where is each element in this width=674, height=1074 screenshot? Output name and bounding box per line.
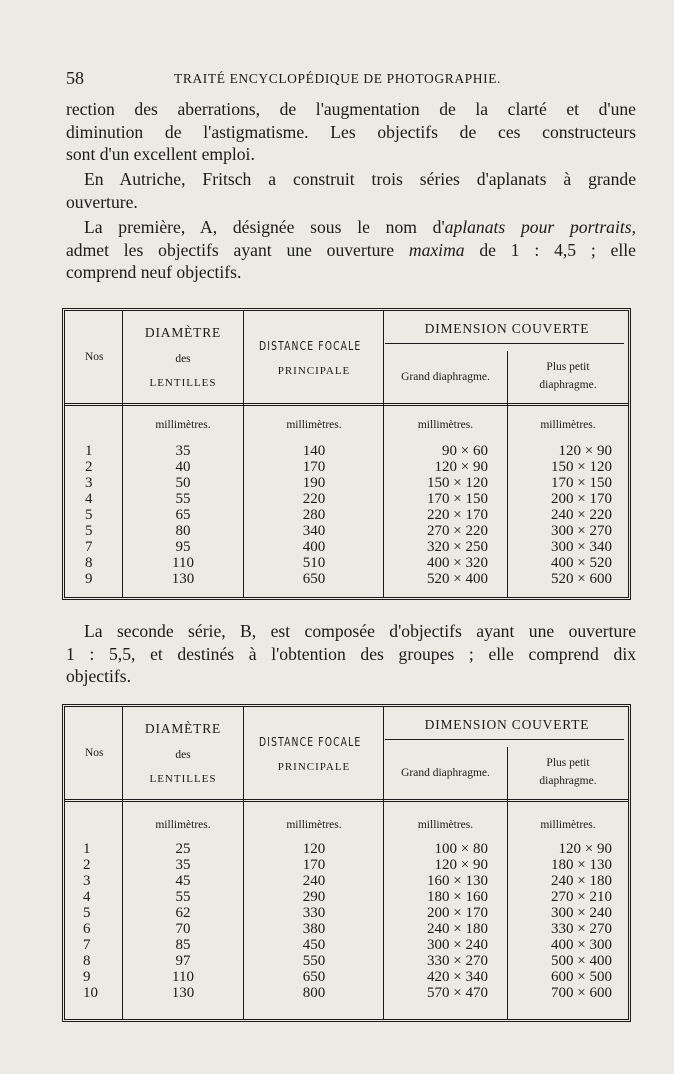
text-line: En Autriche, Fritsch a construit trois séries d'aplanats à grande <box>84 169 636 189</box>
text-run: admet les objectifs ayant une ouverture <box>66 239 409 260</box>
cell-focal-length: 550 <box>302 953 326 969</box>
text-line: comprend neuf objectifs. <box>66 262 242 282</box>
column-plus-petit-diaphragme <box>508 443 612 587</box>
cell-diameter: 50 <box>175 475 191 491</box>
cell-diameter: 40 <box>175 459 191 475</box>
cell-no: 8 <box>85 555 93 571</box>
cell-focal-length: 800 <box>302 985 326 1001</box>
cell-no: 4 <box>85 491 93 507</box>
column-focal-lengths <box>244 841 384 1001</box>
header-dimension-couverte: DIMENSION COUVERTE <box>424 321 590 336</box>
cell-focal-length: 140 <box>302 443 326 459</box>
cell-diameter: 80 <box>175 523 191 539</box>
header-diaphragme: diaphragme. <box>539 775 597 787</box>
text-line: objectifs. <box>66 666 131 686</box>
cell-no: 1 <box>83 841 91 857</box>
cell-focal-length: 190 <box>302 475 326 491</box>
unit-label: millimètres. <box>286 819 342 831</box>
header-diaphragme: diaphragme. <box>539 379 597 391</box>
cell-focal-length: 290 <box>302 889 326 905</box>
cell-diameter: 95 <box>175 539 191 555</box>
header-dimension-couverte: DIMENSION COUVERTE <box>424 717 590 732</box>
cell-diameter: 55 <box>175 491 191 507</box>
header-rule <box>65 799 628 802</box>
text-line <box>66 239 636 262</box>
text-line: diminution de l'astigmatisme. Les objectifs de ces constructeurs <box>66 121 636 142</box>
header-nos: Nos <box>85 351 104 363</box>
table-series-b <box>62 704 631 1022</box>
text-line: rection des aberrations, de l'augmentation de la clarté et d'une <box>66 99 636 119</box>
cell-focal-length: 650 <box>302 571 326 587</box>
cell-petit: 400 × 300 <box>551 937 612 953</box>
cell-petit: 300 × 340 <box>551 539 612 555</box>
cell-focal-length: 120 <box>302 841 326 857</box>
dimension-rule <box>385 343 624 344</box>
text-line: sont d'un excellent emploi. <box>66 144 255 164</box>
header-rule <box>65 403 628 406</box>
cell-petit: 240 × 180 <box>551 873 612 889</box>
cell-grand: 120 × 90 <box>434 857 488 873</box>
header-grand-diaphragme: Grand diaphragme. <box>401 371 490 383</box>
cell-focal-length: 170 <box>302 459 326 475</box>
cell-petit: 240 × 220 <box>551 507 612 523</box>
header-lentilles: LENTILLES <box>149 377 217 389</box>
cell-petit: 300 × 270 <box>551 523 612 539</box>
cell-grand: 400 × 320 <box>427 555 488 571</box>
cell-grand: 200 × 170 <box>427 905 488 921</box>
cell-diameter: 35 <box>175 443 191 459</box>
cell-diameter: 110 <box>172 555 194 571</box>
cell-diameter: 130 <box>171 571 195 587</box>
header-principale: PRINCIPALE <box>277 761 351 773</box>
cell-no: 5 <box>85 507 93 523</box>
column-diameters <box>123 443 243 587</box>
cell-focal-length: 330 <box>302 905 326 921</box>
cell-diameter: 62 <box>175 905 191 921</box>
cell-petit: 150 × 120 <box>551 459 612 475</box>
italic-text: aplanats pour portraits, <box>444 217 636 237</box>
cell-diameter: 130 <box>171 985 195 1001</box>
cell-petit: 270 × 210 <box>551 889 612 905</box>
cell-grand: 160 × 130 <box>427 873 488 889</box>
cell-grand: 320 × 250 <box>427 539 488 555</box>
table-series-a <box>62 308 631 600</box>
cell-petit: 520 × 600 <box>551 571 612 587</box>
header-lentilles: LENTILLES <box>149 773 217 785</box>
cell-grand: 220 × 170 <box>427 507 488 523</box>
cell-no: 3 <box>83 873 91 889</box>
column-plus-petit-diaphragme <box>508 841 612 1001</box>
cell-petit: 700 × 600 <box>551 985 612 1001</box>
cell-focal-length: 380 <box>302 921 326 937</box>
cell-focal-length: 240 <box>302 873 326 889</box>
unit-label: millimètres. <box>540 819 596 831</box>
paragraph-series-a <box>66 216 636 284</box>
header-diametre: DIAMÈTRE <box>144 721 222 736</box>
cell-grand: 520 × 400 <box>427 571 488 587</box>
cell-no: 7 <box>83 937 91 953</box>
column-focal-lengths <box>244 443 384 587</box>
cell-petit: 200 × 170 <box>551 491 612 507</box>
paragraph-austria <box>66 168 636 213</box>
cell-focal-length: 340 <box>302 523 326 539</box>
column-grand-diaphragme <box>384 841 488 1001</box>
cell-focal-length: 170 <box>302 857 326 873</box>
header-plus-petit: Plus petit <box>546 757 590 769</box>
paragraph-intro <box>66 98 636 166</box>
column-nos <box>85 443 105 587</box>
cell-grand: 330 × 270 <box>427 953 488 969</box>
column-nos <box>83 841 107 1001</box>
italic-text: maxima <box>408 239 465 260</box>
cell-diameter: 45 <box>175 873 191 889</box>
text-run: de 1 : 4,5 ; elle <box>464 239 636 260</box>
cell-focal-length: 510 <box>302 555 326 571</box>
cell-no: 9 <box>85 571 93 587</box>
unit-label: millimètres. <box>417 819 474 831</box>
cell-no: 10 <box>83 985 98 1001</box>
cell-grand: 180 × 160 <box>427 889 488 905</box>
text-line: ouverture. <box>66 191 138 212</box>
text-run: La première, A, désignée sous le nom d' <box>84 217 445 237</box>
cell-no: 8 <box>83 953 91 969</box>
text-line <box>66 216 636 239</box>
page-number: 58 <box>66 68 84 88</box>
column-grand-diaphragme <box>384 443 488 587</box>
unit-label: millimètres. <box>417 419 474 431</box>
paragraph-series-b <box>66 620 636 688</box>
cell-focal-length: 400 <box>302 539 326 555</box>
header-distance-focale: DISTANCE FOCALE <box>259 338 362 353</box>
cell-diameter: 35 <box>175 857 191 873</box>
cell-grand: 150 × 120 <box>427 475 488 491</box>
cell-grand: 300 × 240 <box>427 937 488 953</box>
unit-label: millimètres. <box>540 419 596 431</box>
cell-no: 2 <box>85 459 93 475</box>
cell-grand: 100 × 80 <box>434 841 488 857</box>
cell-grand: 420 × 340 <box>427 969 488 985</box>
cell-petit: 600 × 500 <box>551 969 612 985</box>
cell-focal-length: 220 <box>302 491 326 507</box>
text-line: 1 : 5,5, et destinés à l'obtention des groupes ; elle comprend dix <box>66 643 636 664</box>
cell-petit: 180 × 130 <box>551 857 612 873</box>
header-des: des <box>175 749 191 761</box>
cell-petit: 120 × 90 <box>558 841 612 857</box>
cell-petit: 400 × 520 <box>551 555 612 571</box>
cell-diameter: 110 <box>172 969 194 985</box>
cell-petit: 300 × 240 <box>551 905 612 921</box>
cell-diameter: 70 <box>175 921 191 937</box>
cell-grand: 90 × 60 <box>442 443 488 459</box>
cell-diameter: 97 <box>175 953 191 969</box>
text-line: La seconde série, B, est composée d'objectifs ayant une ouverture <box>84 621 636 641</box>
cell-diameter: 65 <box>175 507 191 523</box>
cell-no: 9 <box>83 969 91 985</box>
unit-label: millimètres. <box>155 419 211 431</box>
page-header <box>66 68 638 90</box>
dimension-rule <box>385 739 624 740</box>
header-distance-focale: DISTANCE FOCALE <box>259 734 362 749</box>
header-nos: Nos <box>85 747 104 759</box>
cell-petit: 170 × 150 <box>551 475 612 491</box>
header-diametre: DIAMÈTRE <box>144 325 222 340</box>
cell-petit: 120 × 90 <box>558 443 612 459</box>
running-title: TRAITÉ ENCYCLOPÉDIQUE DE PHOTOGRAPHIE. <box>174 71 502 86</box>
cell-no: 4 <box>83 889 91 905</box>
cell-grand: 270 × 220 <box>427 523 488 539</box>
cell-no: 6 <box>83 921 91 937</box>
cell-no: 5 <box>83 905 91 921</box>
header-grand-diaphragme: Grand diaphragme. <box>401 767 490 779</box>
header-principale: PRINCIPALE <box>277 365 351 377</box>
cell-diameter: 25 <box>175 841 191 857</box>
cell-grand: 570 × 470 <box>427 985 488 1001</box>
cell-petit: 330 × 270 <box>551 921 612 937</box>
unit-label: millimètres. <box>286 419 342 431</box>
unit-label: millimètres. <box>155 819 211 831</box>
header-des: des <box>175 353 191 365</box>
cell-focal-length: 450 <box>302 937 326 953</box>
column-diameters <box>123 841 243 1001</box>
cell-no: 5 <box>85 523 93 539</box>
cell-petit: 500 × 400 <box>551 953 612 969</box>
cell-diameter: 55 <box>175 889 191 905</box>
cell-no: 1 <box>85 443 93 459</box>
cell-grand: 170 × 150 <box>427 491 488 507</box>
cell-grand: 120 × 90 <box>434 459 488 475</box>
cell-no: 3 <box>85 475 93 491</box>
cell-focal-length: 650 <box>302 969 326 985</box>
cell-grand: 240 × 180 <box>427 921 488 937</box>
header-plus-petit: Plus petit <box>546 361 590 373</box>
cell-no: 7 <box>85 539 93 555</box>
cell-diameter: 85 <box>175 937 191 953</box>
cell-focal-length: 280 <box>302 507 326 523</box>
cell-no: 2 <box>83 857 91 873</box>
